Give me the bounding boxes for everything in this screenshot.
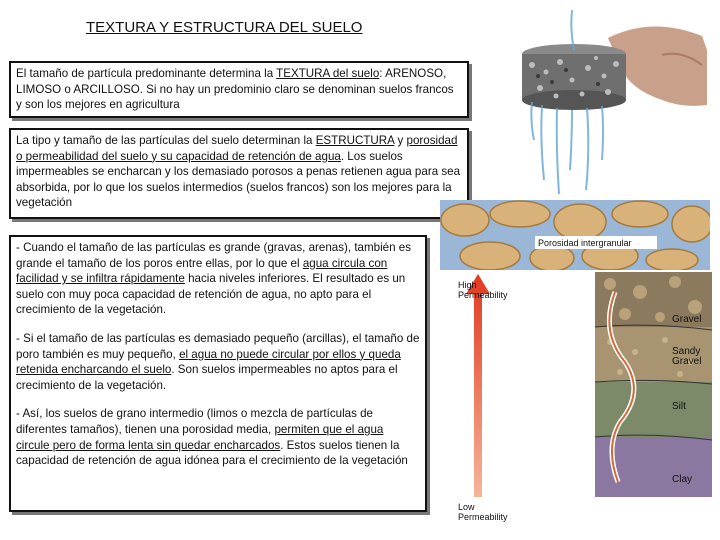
page-title: TEXTURA Y ESTRUCTURA DEL SUELO bbox=[86, 19, 363, 36]
text: - Cuando el tamaño de las partículas es grande (gravas, arenas), también es grande el tamaño de los poros entre ellas, por lo que el bbox=[16, 241, 412, 270]
text: La tipo y tamaño de las partículas del suelo determinan la bbox=[16, 134, 316, 147]
text: - Así, los suelos de grano intermedio (limos o mezcla de partículas de diferentes tamaños), tienen una porosidad media, bbox=[16, 407, 373, 436]
text: y bbox=[394, 134, 407, 147]
underlined-text: el agua no puede circular por ellos y queda retenida encharcando el suelo bbox=[16, 347, 401, 377]
textura-box bbox=[9, 61, 469, 118]
porous-soil-photo bbox=[512, 10, 707, 196]
text: . Son suelos impermeables no aptos para el crecimiento de la vegetación. bbox=[16, 363, 398, 392]
text: : ARENOSO, LIMOSO o ARCILLOSO. Si no hay un predominio claro se denominan suelos francos y son los mejores en agricultura bbox=[16, 67, 454, 112]
estructura-box bbox=[9, 128, 469, 219]
layer-label-silt: Silt bbox=[672, 401, 686, 412]
underlined-text: agua circula con facilidad y se infiltra rápidamente bbox=[16, 256, 388, 286]
porosity-explanation-box bbox=[9, 235, 427, 512]
low-permeability-label: Low Permeability bbox=[458, 502, 508, 522]
underlined-text: TEXTURA del suelo bbox=[276, 67, 380, 80]
text: . Estos suelos tienen la capacidad de retención de agua idónea para el crecimiento de la vegetación bbox=[16, 438, 408, 468]
underlined-text: porosidad o permeabilidad del suelo y su capacidad de retención de agua bbox=[16, 134, 458, 163]
paragraph-intermediate-particles bbox=[16, 406, 420, 468]
layer-label-gravel: Gravel bbox=[672, 314, 702, 325]
high-permeability-label: High Permeability bbox=[458, 280, 508, 300]
text: - Si el tamaño de las partículas es demasiado pequeño (arcillas), el tamaño de poro también es muy pequeño, bbox=[16, 331, 420, 361]
text: . Los suelos impermeables se encharcan y los demasiado porosos a penas retienen agua para sea absorbida, por lo que los suelos intermedios (suelos francos) son los mejores para la vegetación bbox=[16, 149, 461, 210]
paragraph-large-particles bbox=[16, 240, 420, 318]
layer-label-sandy-gravel: Sandy Gravel bbox=[672, 346, 702, 367]
diagram-label: Porosidad intergranular bbox=[538, 238, 632, 248]
paragraph-small-particles bbox=[16, 331, 420, 393]
permeability-diagram bbox=[440, 272, 712, 528]
underlined-text: permiten que el agua circule pero de forma lenta sin quedar encharcados bbox=[16, 422, 384, 452]
text: El tamaño de partícula predominante determina la bbox=[16, 67, 277, 80]
layer-label-clay: Clay bbox=[672, 474, 693, 485]
text: hacia niveles inferiores. El resultado es un suelo con muy poca capacidad de retención de agua, no apto para el crecimiento de la vegetación. bbox=[16, 272, 406, 317]
intergranular-porosity-diagram bbox=[440, 200, 710, 270]
underlined-text: ESTRUCTURA bbox=[315, 134, 395, 147]
